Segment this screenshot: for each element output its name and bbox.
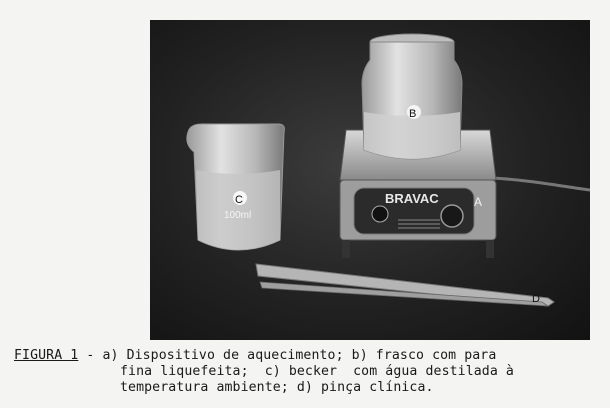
- power-cord: [492, 178, 590, 190]
- caption-line-3: [14, 380, 604, 396]
- caption-text-2: fina liquefeita; c) becker com água destilada à: [120, 364, 514, 379]
- figure-photo: [150, 20, 590, 340]
- water-beaker: [187, 124, 285, 250]
- forceps: [256, 264, 554, 306]
- label-a: A: [474, 195, 483, 209]
- temperature-knob-icon: [441, 205, 463, 227]
- lab-equipment-illustration: [150, 20, 590, 340]
- caption-line-2: [14, 364, 604, 380]
- beaker-volume-marking: 100ml: [224, 210, 252, 221]
- label-d: D: [532, 293, 540, 305]
- device-brand: BRAVAC: [385, 191, 439, 206]
- caption-label: FIGURA 1: [14, 348, 79, 363]
- switch-knob-icon: [372, 206, 388, 222]
- figure-caption: [14, 348, 604, 396]
- label-b: B: [409, 108, 417, 120]
- paraffin-jar: [362, 34, 462, 159]
- caption-text-1: - a) Dispositivo de aquecimento; b) frasco com para: [78, 348, 497, 363]
- caption-line-1: [14, 348, 604, 364]
- caption-text-3: temperatura ambiente; d) pinça clínica.: [120, 380, 434, 395]
- label-c: C: [235, 194, 243, 206]
